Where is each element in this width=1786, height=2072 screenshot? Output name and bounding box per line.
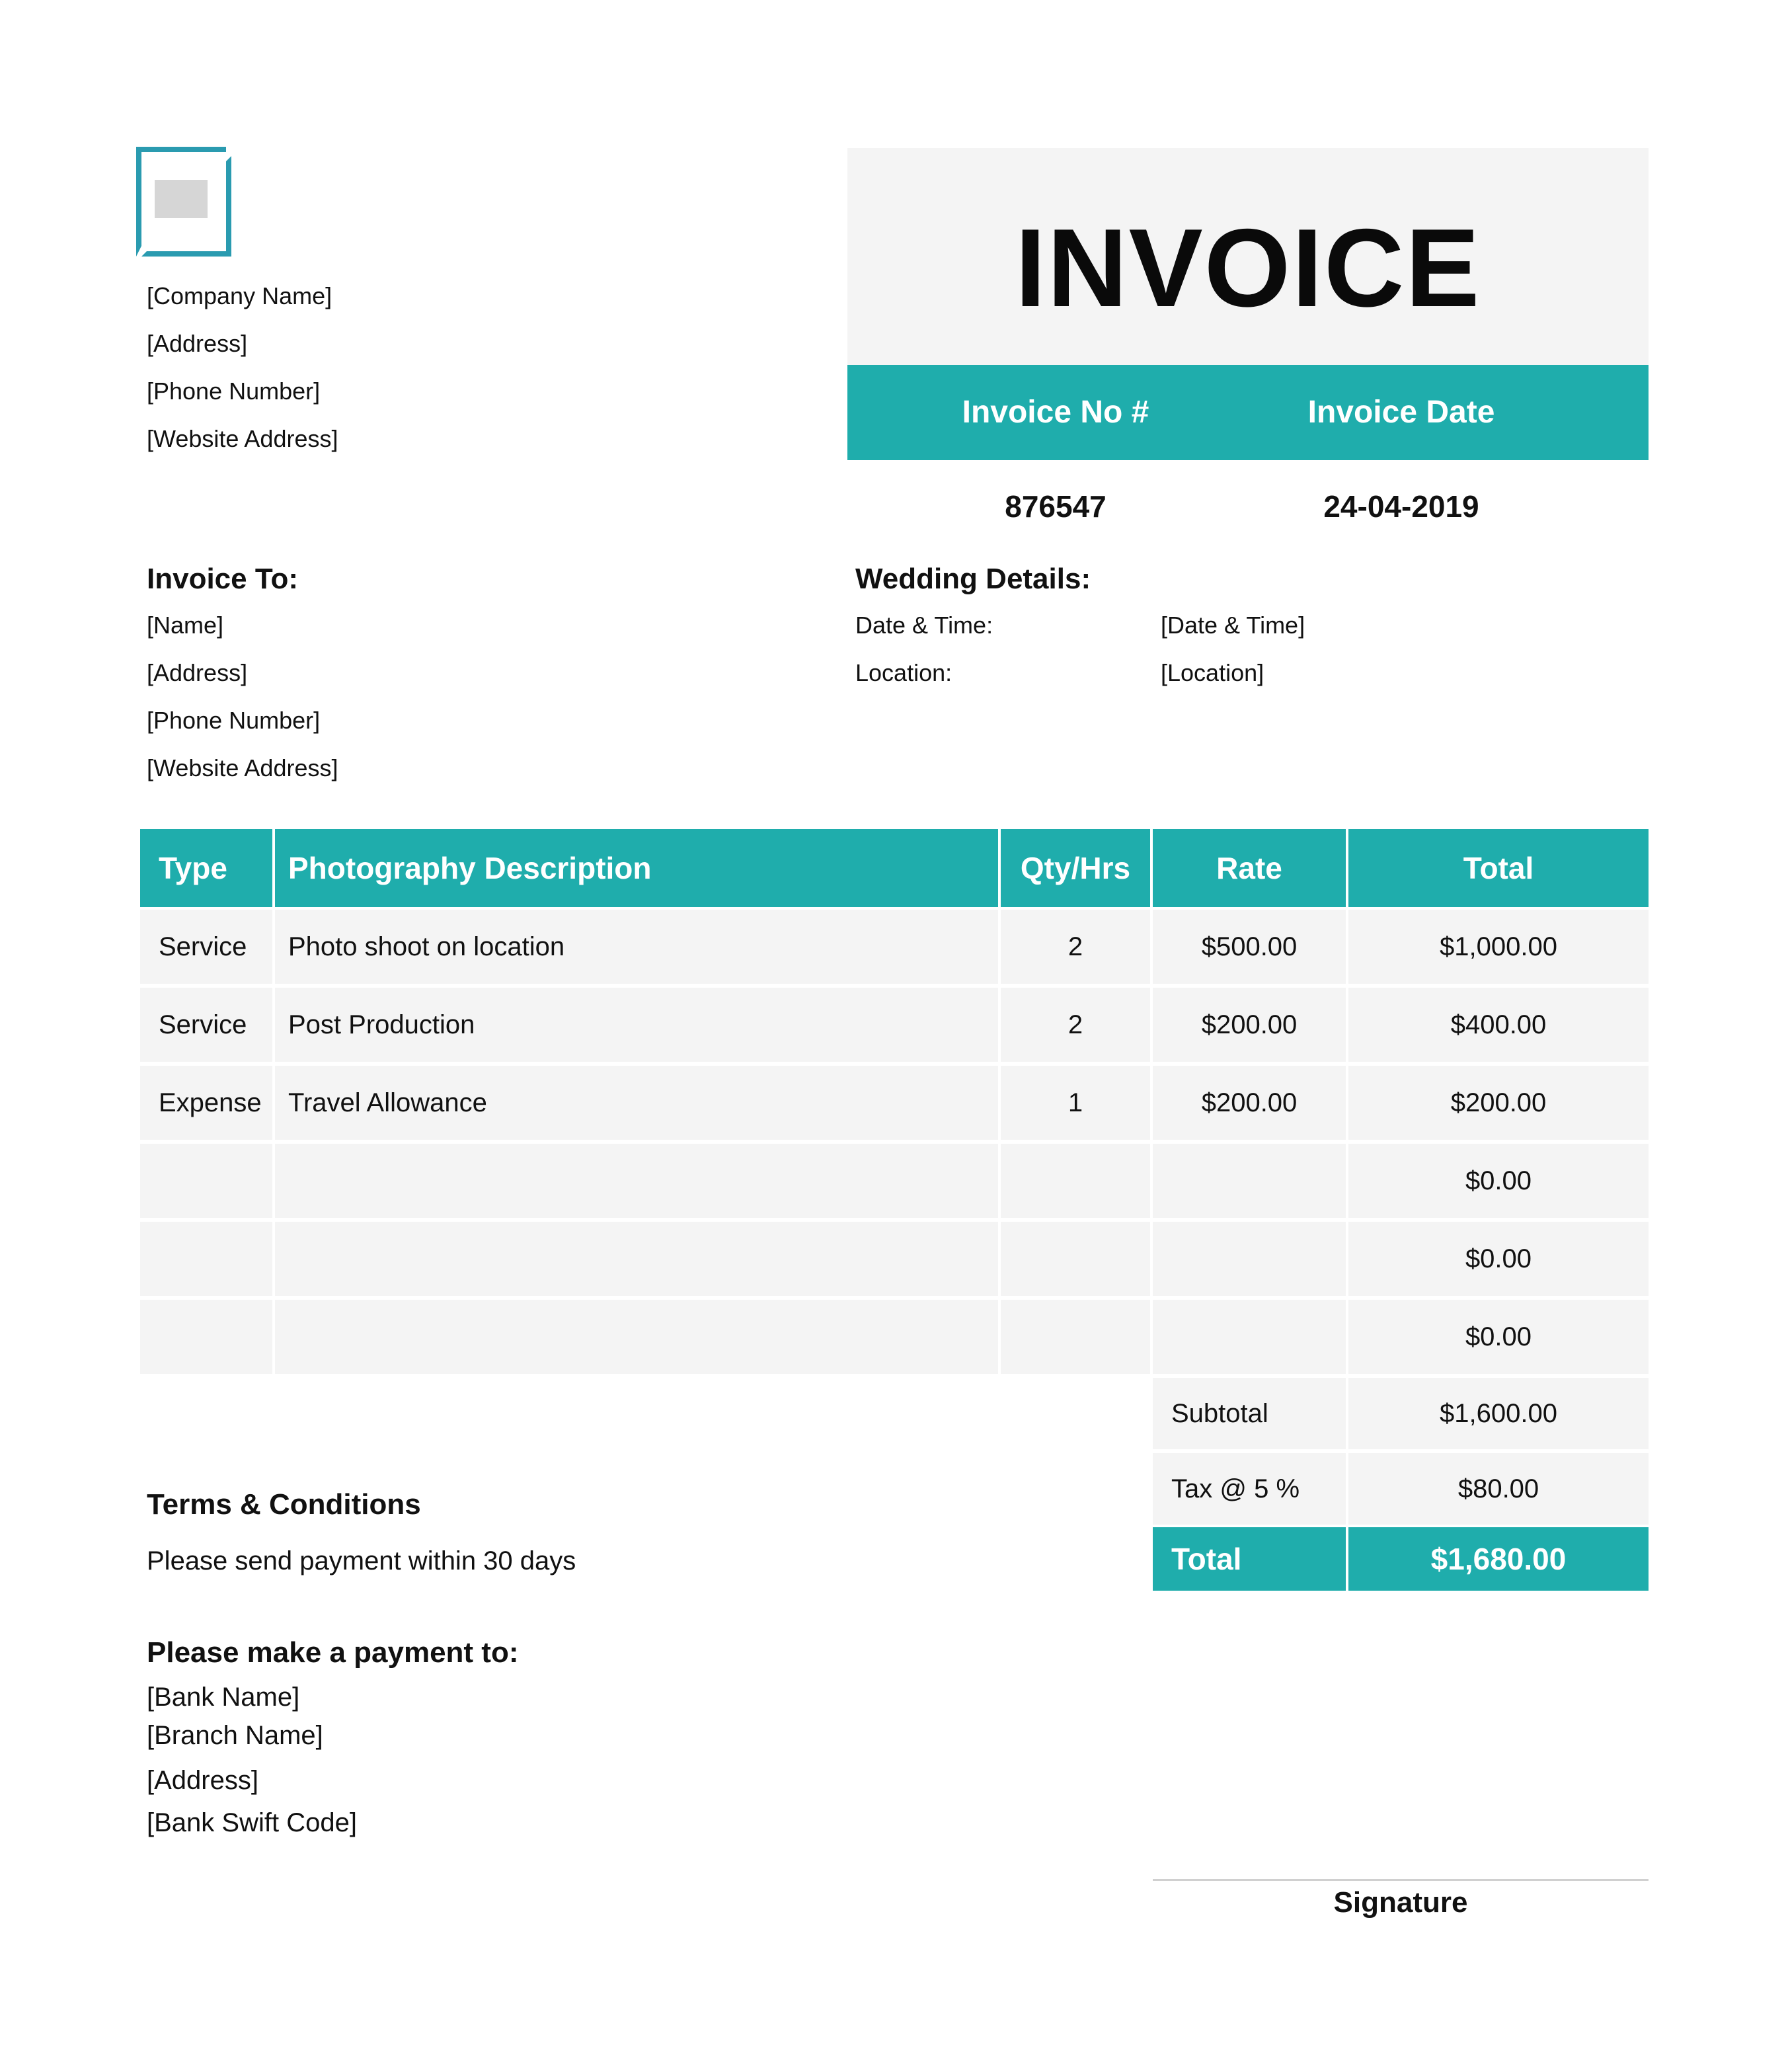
terms-title: Terms & Conditions <box>147 1488 421 1521</box>
cell-qty <box>1001 1222 1150 1296</box>
cell-type <box>140 1300 272 1374</box>
table-header-row <box>140 829 1649 907</box>
table-row <box>140 988 1649 1062</box>
client-name: [Name] <box>147 612 224 639</box>
cell-description: Post Production <box>275 988 998 1062</box>
total-label: Total <box>1153 1527 1346 1591</box>
payment-address: [Address] <box>147 1766 258 1795</box>
table-row <box>140 1222 1649 1296</box>
cell-rate <box>1153 1300 1346 1374</box>
header-rate: Rate <box>1153 829 1346 907</box>
invoice-date: 24-04-2019 <box>1323 489 1479 524</box>
cell-total: $200.00 <box>1348 1066 1649 1140</box>
subtotal-label: Subtotal <box>1153 1378 1346 1449</box>
company-phone: [Phone Number] <box>147 378 321 405</box>
cell-rate: $200.00 <box>1153 988 1346 1062</box>
cell-total: $400.00 <box>1348 988 1649 1062</box>
header-description: Photography Description <box>275 829 998 907</box>
invoice-title: INVOICE <box>1015 206 1481 330</box>
wedding-datetime-label: Date & Time: <box>855 612 993 639</box>
company-website: [Website Address] <box>147 425 338 452</box>
cell-total: $0.00 <box>1348 1300 1649 1374</box>
cell-type: Expense <box>140 1066 272 1140</box>
cell-qty <box>1001 1300 1150 1374</box>
client-address: [Address] <box>147 659 248 686</box>
cell-qty <box>1001 1144 1150 1218</box>
company-logo <box>136 147 231 257</box>
cell-rate <box>1153 1144 1346 1218</box>
cell-rate: $200.00 <box>1153 1066 1346 1140</box>
payment-branch-name: [Branch Name] <box>147 1721 323 1750</box>
invoice-number: 876547 <box>1005 489 1107 524</box>
client-phone: [Phone Number] <box>147 707 321 734</box>
cell-type: Service <box>140 988 272 1062</box>
header-qty: Qty/Hrs <box>1001 829 1150 907</box>
cell-total: $0.00 <box>1348 1144 1649 1218</box>
company-name: [Company Name] <box>147 282 332 309</box>
cell-description <box>275 1222 998 1296</box>
wedding-datetime-value: [Date & Time] <box>1161 612 1305 639</box>
cell-qty: 2 <box>1001 988 1150 1062</box>
tax-value: $80.00 <box>1348 1453 1649 1525</box>
subtotal-value: $1,600.00 <box>1348 1378 1649 1449</box>
invoice-number-label: Invoice No # <box>962 395 1149 430</box>
tax-label: Tax @ 5 % <box>1153 1453 1346 1525</box>
wedding-location-label: Location: <box>855 659 952 686</box>
payment-title: Please make a payment to: <box>147 1636 519 1669</box>
header-total: Total <box>1348 829 1649 907</box>
cell-type: Service <box>140 910 272 984</box>
payment-bank-name: [Bank Name] <box>147 1683 300 1712</box>
cell-description <box>275 1300 998 1374</box>
table-row <box>140 1300 1649 1374</box>
signature-line <box>1153 1879 1649 1881</box>
terms-text: Please send payment within 30 days <box>147 1546 576 1575</box>
cell-type <box>140 1222 272 1296</box>
total-value: $1,680.00 <box>1348 1527 1649 1591</box>
cell-description: Travel Allowance <box>275 1066 998 1140</box>
company-address: [Address] <box>147 330 248 357</box>
invoice-to-title: Invoice To: <box>147 563 298 595</box>
cell-type <box>140 1144 272 1218</box>
wedding-details-title: Wedding Details: <box>855 563 1091 595</box>
cell-total: $1,000.00 <box>1348 910 1649 984</box>
client-website: [Website Address] <box>147 754 338 781</box>
payment-swift: [Bank Swift Code] <box>147 1808 357 1837</box>
cell-description <box>275 1144 998 1218</box>
table-row <box>140 1066 1649 1140</box>
table-row <box>140 1144 1649 1218</box>
wedding-location-value: [Location] <box>1161 659 1264 686</box>
signature-label: Signature <box>1333 1886 1468 1919</box>
cell-description: Photo shoot on location <box>275 910 998 984</box>
header-type: Type <box>140 829 272 907</box>
cell-rate: $500.00 <box>1153 910 1346 984</box>
table-row <box>140 910 1649 984</box>
invoice-date-label: Invoice Date <box>1307 395 1495 430</box>
cell-rate <box>1153 1222 1346 1296</box>
cell-total: $0.00 <box>1348 1222 1649 1296</box>
cell-qty: 1 <box>1001 1066 1150 1140</box>
cell-qty: 2 <box>1001 910 1150 984</box>
